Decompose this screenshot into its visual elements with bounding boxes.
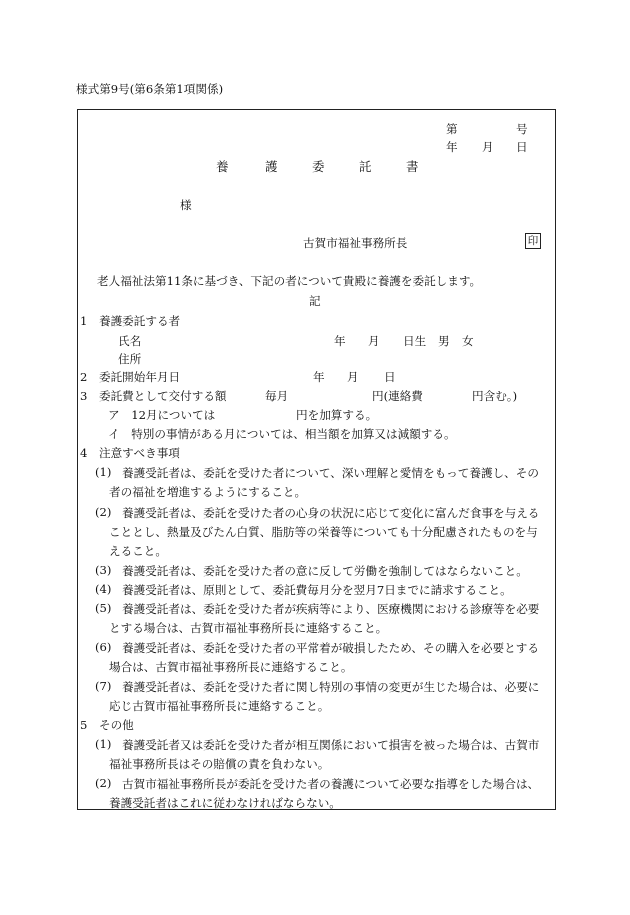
number-prefix: 第	[446, 122, 458, 136]
list-item-text: 古賀市福祉事務所長が委託を受けた者の養護について必要な指導をした場合は、	[122, 777, 540, 791]
gender-male: 男	[438, 334, 450, 348]
form-number-label: 様式第9号(第6条第1項関係)	[76, 82, 224, 96]
list-item-text: 養護受託者は、委託を受けた者に関し特別の事情の変更が生じた場合は、必要に	[122, 680, 540, 694]
date-year: 年	[446, 140, 458, 154]
list-item-text: 養護受託者は、原則として、委託費毎月分を翌月7日までに請求すること。	[122, 583, 512, 597]
list-item-text: 養護受託者は、委託を受けた者の意に反して労働を強制してはならないこと。	[122, 564, 528, 578]
birth-month: 月	[368, 334, 380, 348]
issuer-name: 古賀市福祉事務所長	[303, 236, 408, 250]
start-year: 年	[313, 370, 325, 384]
birth-year: 年	[334, 334, 346, 348]
item-a-prefix: ア 12月については	[108, 408, 216, 422]
document-title-char: 護	[265, 159, 278, 174]
document-title-char: 書	[406, 159, 419, 174]
section-5-heading: 5 その他	[80, 718, 134, 732]
start-month: 月	[347, 370, 359, 384]
addressee-suffix: 様	[180, 198, 192, 212]
list-item-text: 養護受託者は、委託を受けた者が疾病等により、医療機関における診療等を必要	[122, 602, 540, 616]
list-item-text: 福祉事務所長はその賠償の責を負わない。	[109, 757, 330, 771]
section-3-heading: 3 委託費として交付する額	[80, 389, 227, 403]
list-item-number: (3)	[95, 563, 112, 577]
section-1-heading: 1 養護委託する者	[80, 314, 181, 328]
section-4-heading: 4 注意すべき事項	[80, 446, 180, 460]
list-item-text: 者の福祉を増進するようにすること。	[109, 485, 307, 499]
section-2-heading: 2 委託開始年月日	[80, 370, 181, 384]
list-item-number: (1)	[95, 737, 112, 751]
list-item-number: (5)	[95, 601, 112, 615]
ki-marker: 記	[309, 294, 321, 308]
item-i-text: イ 特別の事情がある月については、相当額を加算又は減額する。	[108, 427, 456, 441]
list-item-text: 養護受託者は、委託を受けた者の心身の状況に応じて変化に富んだ食事を与える	[122, 506, 540, 520]
intro-text: 老人福祉法第11条に基づき、下記の者について貴殿に養護を委託します。	[97, 274, 482, 288]
list-item-number: (7)	[95, 679, 112, 693]
name-label: 氏名	[118, 334, 142, 348]
seal-stamp: 印	[525, 233, 541, 249]
list-item-text: 場合は、古賀市福祉事務所長に連絡すること。	[109, 660, 353, 674]
address-label: 住所	[118, 352, 142, 366]
list-item-number: (4)	[95, 582, 112, 596]
item-a-suffix: 円を加算する。	[296, 408, 378, 422]
list-item-text: 養護受託者は、委託を受けた者について、深い理解と愛情をもって養護し、その	[122, 466, 539, 480]
monthly-label: 毎月	[265, 389, 289, 403]
start-day: 日	[384, 370, 396, 384]
list-item-text: 養護受託者はこれに従わなければならない。	[109, 796, 341, 810]
date-day: 日	[516, 140, 528, 154]
document-title-char: 託	[359, 159, 372, 174]
list-item-text: 養護受託者又は委託を受けた者が相互関係において損害を被った場合は、古賀市	[122, 738, 540, 752]
list-item-number: (6)	[95, 640, 112, 654]
gender-female: 女	[462, 334, 474, 348]
list-item-text: とする場合は、古賀市福祉事務所長に連絡すること。	[109, 621, 388, 635]
list-item-text: えること。	[109, 544, 167, 558]
list-item-number: (2)	[95, 505, 112, 519]
list-item-number: (1)	[95, 465, 112, 479]
yen-included: 円含む。)	[472, 389, 518, 403]
document-title-char: 委	[312, 159, 325, 174]
number-suffix: 号	[516, 122, 528, 136]
list-item-number: (2)	[95, 776, 112, 790]
document-title-char: 養	[216, 159, 229, 174]
list-item-text: 応じ古賀市福祉事務所長に連絡すること。	[109, 699, 330, 713]
birth-day: 日生	[403, 334, 427, 348]
list-item-text: 養護受託者は、委託を受けた者の平常着が破損したため、その購入を必要とする	[122, 641, 539, 655]
yen-contact-fee: 円(連絡費	[372, 389, 423, 403]
date-month: 月	[482, 140, 494, 154]
list-item-text: こととし、熱量及びたん白質、脂肪等の栄養等についても十分配慮されたものを与	[109, 525, 538, 539]
